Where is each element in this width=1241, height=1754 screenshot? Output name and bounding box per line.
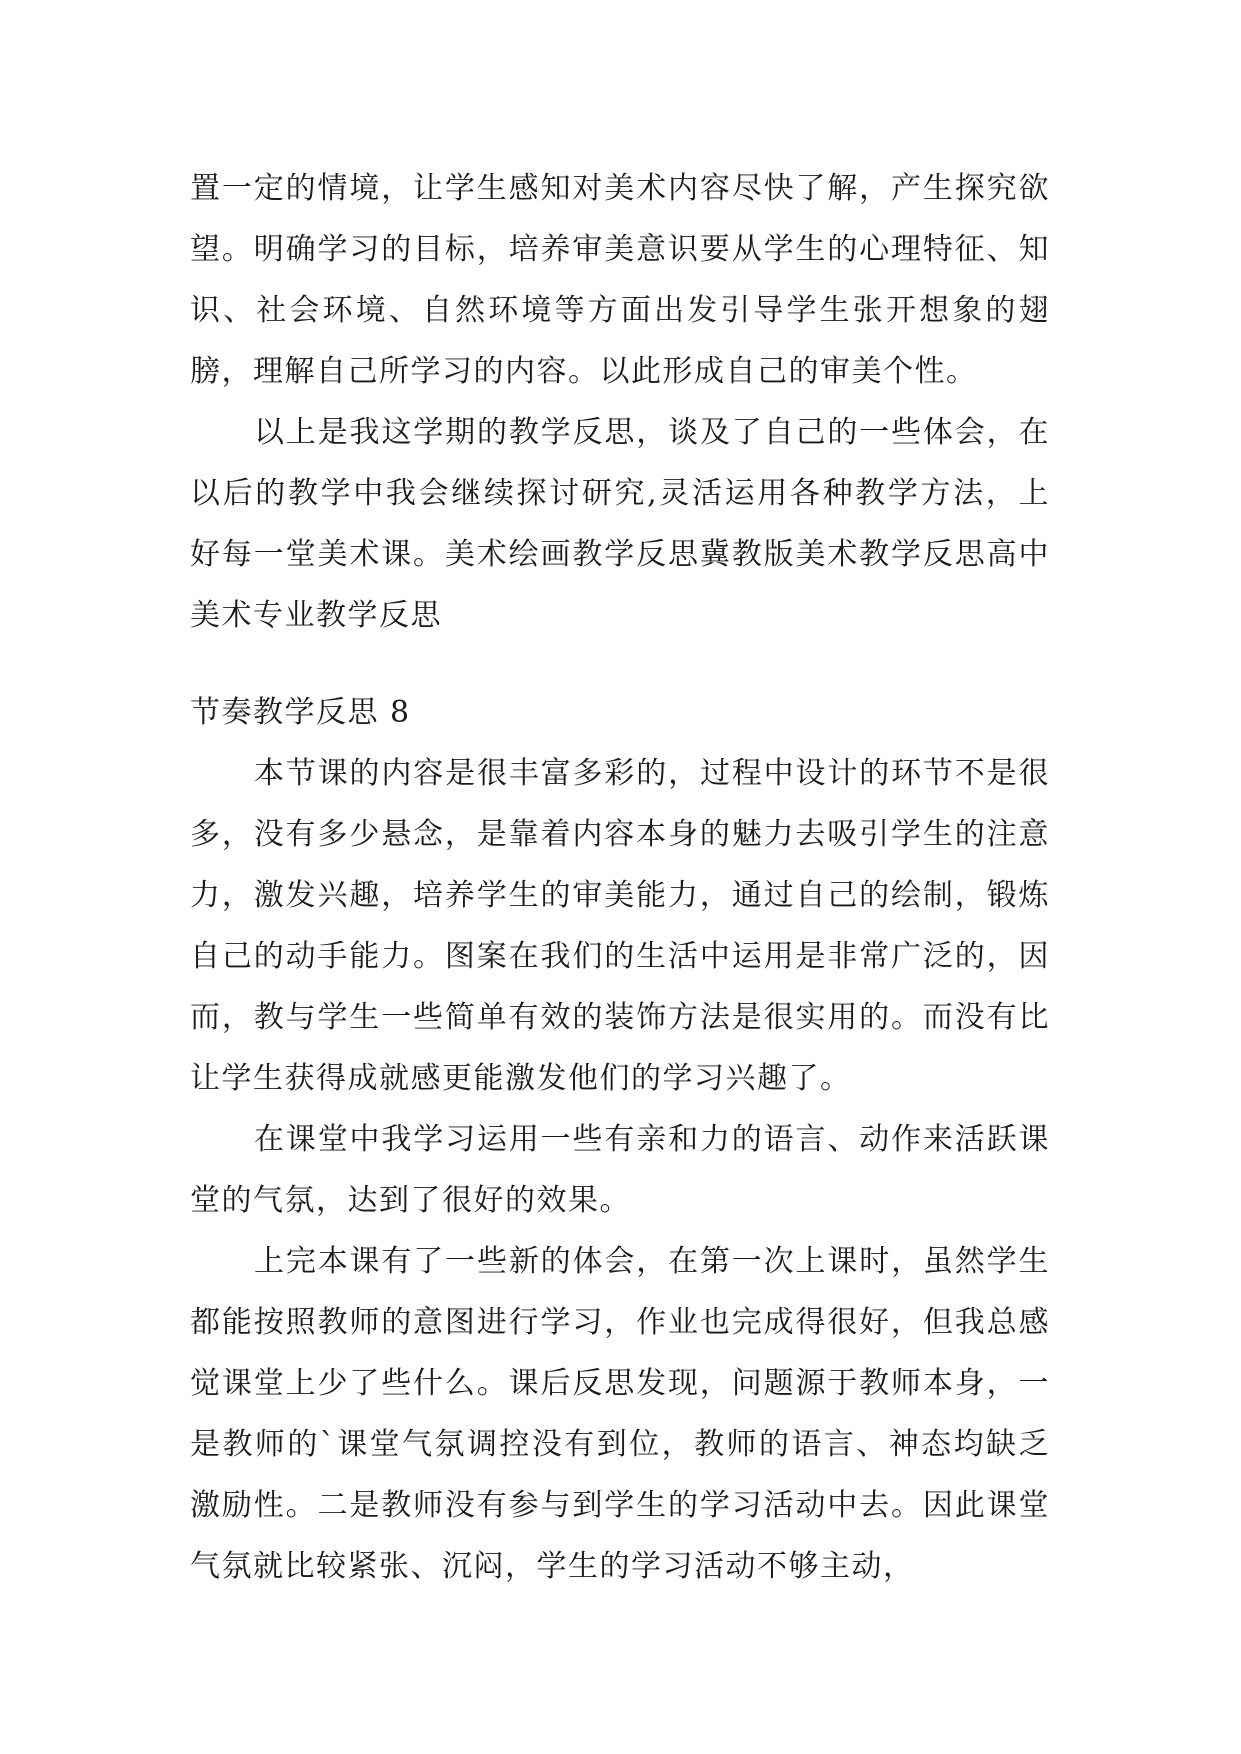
upper-text-block (190, 158, 1050, 646)
section-heading: 节奏教学反思 8 (190, 695, 411, 730)
body-paragraph-3: 上完本课有了一些新的体会，在第一次上课时，虽然学生都能按照教师的意图进行学习，作业也完成得很好，但我总感觉课堂上少了些什么。课后反思发现，问题源于教师本身，一是教师的`课堂气氛调控没有到位，教师的语言、神态均缺乏激励性。二是教师没有参与到学生的学习活动中去。因此课堂气氛就比较紧张、沉闷，学生的学习活动不够主动， (190, 1244, 1050, 1584)
continuation-paragraph: 置一定的情境，让学生感知对美术内容尽快了解，产生探究欲望。明确学习的目标，培养审美意识要从学生的心理特征、知识、社会环境、自然环境等方面出发引导学生张开想象的翅膀，理解自己所学习的内容。以此形成自己的审美个性。 (190, 171, 1050, 389)
body-paragraph-1: 本节课的内容是很丰富多彩的，过程中设计的环节不是很多，没有多少悬念，是靠着内容本身的魅力去吸引学生的注意力，激发兴趣，培养学生的审美能力，通过自己的绘制，锻炼自己的动手能力。图案在我们的生活中运用是非常广泛的，因而，教与学生一些简单有效的装饰方法是很实用的。而没有比让学生获得成就感更能激发他们的学习兴趣了。 (190, 756, 1050, 1096)
body-paragraph-2: 在课堂中我学习运用一些有亲和力的语言、动作来活跃课堂的气氛，达到了很好的效果。 (190, 1122, 1050, 1218)
lower-text-block (190, 682, 1050, 1597)
closing-paragraph: 以上是我这学期的教学反思，谈及了自己的一些体会，在以后的教学中我会继续探讨研究,灵活运用各种教学方法，上好每一堂美术课。美术绘画教学反思冀教版美术教学反思高中美术专业教学反思 (190, 415, 1050, 633)
